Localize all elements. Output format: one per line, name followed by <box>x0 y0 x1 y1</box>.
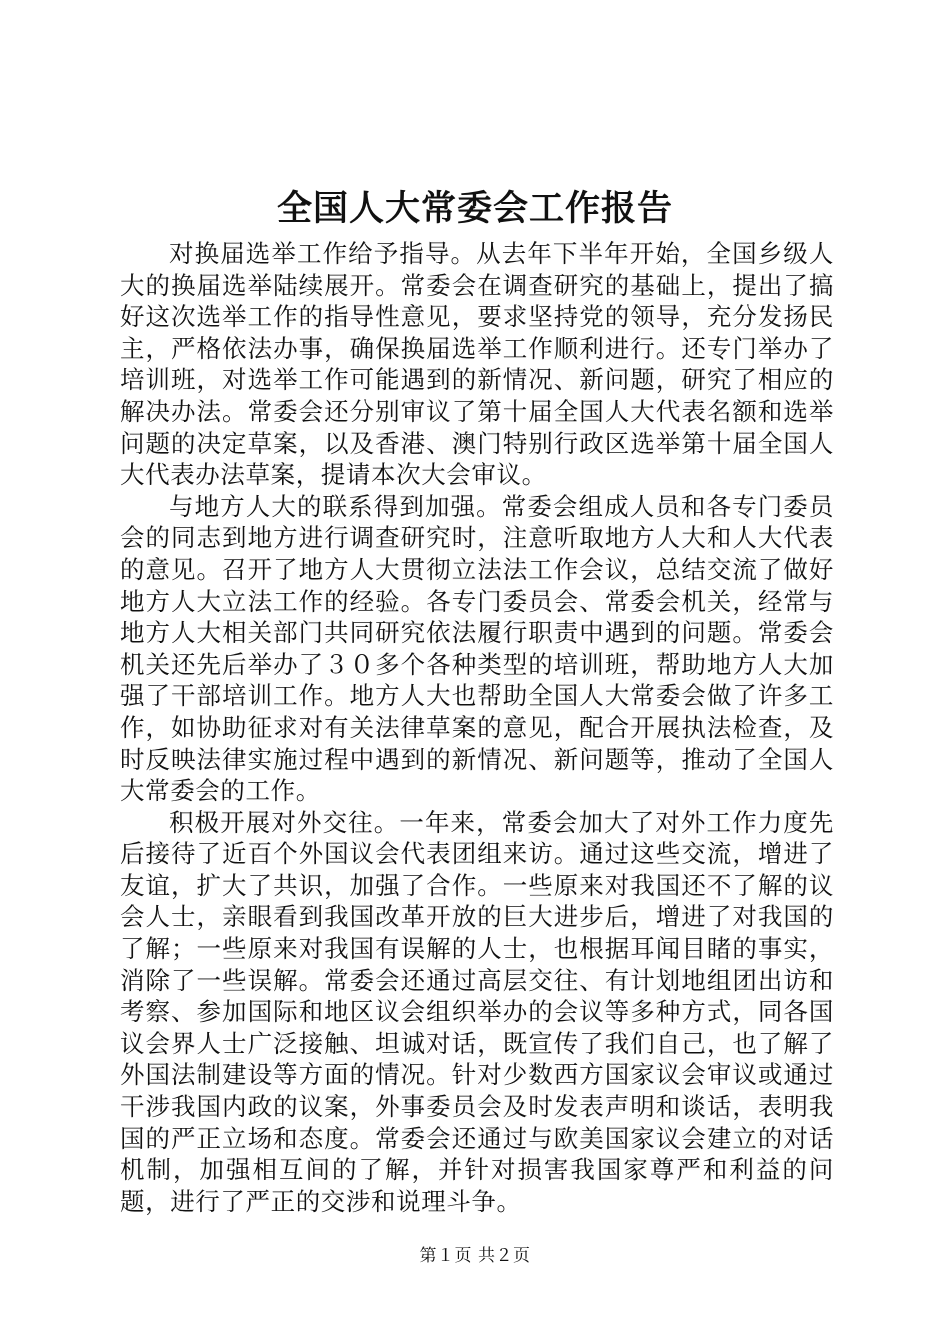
paragraph-local-congress-liaison: 与地方人大的联系得到加强。常委会组成人员和各专门委员会的同志到地方进行调查研究时，注意听取地方人大和人大代表的意见。召开了地方人大贯彻立法法工作会议，总结交流了做好地方人大立法工作的经验。各专门委员会、常委会机关，经常与地方人大相关部门共同研究依法履行职责中遇到的问题。常委会机关还先后举办了３０多个各种类型的培训班，帮助地方人大加强了干部培训工作。地方人大也帮助全国人大常委会做了许多工作，如协助征求对有关法律草案的意见，配合开展执法检查，及时反映法律实施过程中遇到的新情况、新问题等，推动了全国人大常委会的工作。 <box>120 491 834 806</box>
document-title: 全国人大常委会工作报告 <box>276 188 673 229</box>
paragraph-foreign-exchanges: 积极开展对外交往。一年来，常委会加大了对外工作力度先后接待了近百个外国议会代表团组来访。通过这些交流，增进了友谊，扩大了共识，加强了合作。一些原来对我国还不了解的议会人士，亲眼看到我国改革开放的巨大进步后，增进了对我国的了解；一些原来对我国有误解的人士，也根据耳闻目睹的事实，消除了一些误解。常委会还通过高层交往、有计划地组团出访和考察、参加国际和地区议会组织举办的会议等多种方式，同各国议会界人士广泛接触、坦诚对话，既宣传了我们自己，也了解了外国法制建设等方面的情况。针对少数西方国家议会审议或通过干涉我国内政的议案，外事委员会及时发表声明和谈话，表明我国的严正立场和态度。常委会还通过与欧美国家议会建立的对话机制，加强相互间的了解，并针对损害我国家尊严和利益的问题，进行了严正的交涉和说理斗争。 <box>120 807 834 1216</box>
document-body <box>120 238 834 1217</box>
paragraph-election-guidance: 对换届选举工作给予指导。从去年下半年开始，全国乡级人大的换届选举陆续展开。常委会在调查研究的基础上，提出了搞好这次选举工作的指导性意见，要求坚持党的领导，充分发扬民主，严格依法办事，确保换届选举工作顺利进行。还专门举办了培训班，对选举工作可能遇到的新情况、新问题，研究了相应的解决办法。常委会还分别审议了第十届全国人大代表名额和选举问题的决定草案，以及香港、澳门特别行政区选举第十届全国人大代表办法草案，提请本次大会审议。 <box>120 239 834 490</box>
page-number: 第１页 共２页 <box>419 1246 531 1266</box>
